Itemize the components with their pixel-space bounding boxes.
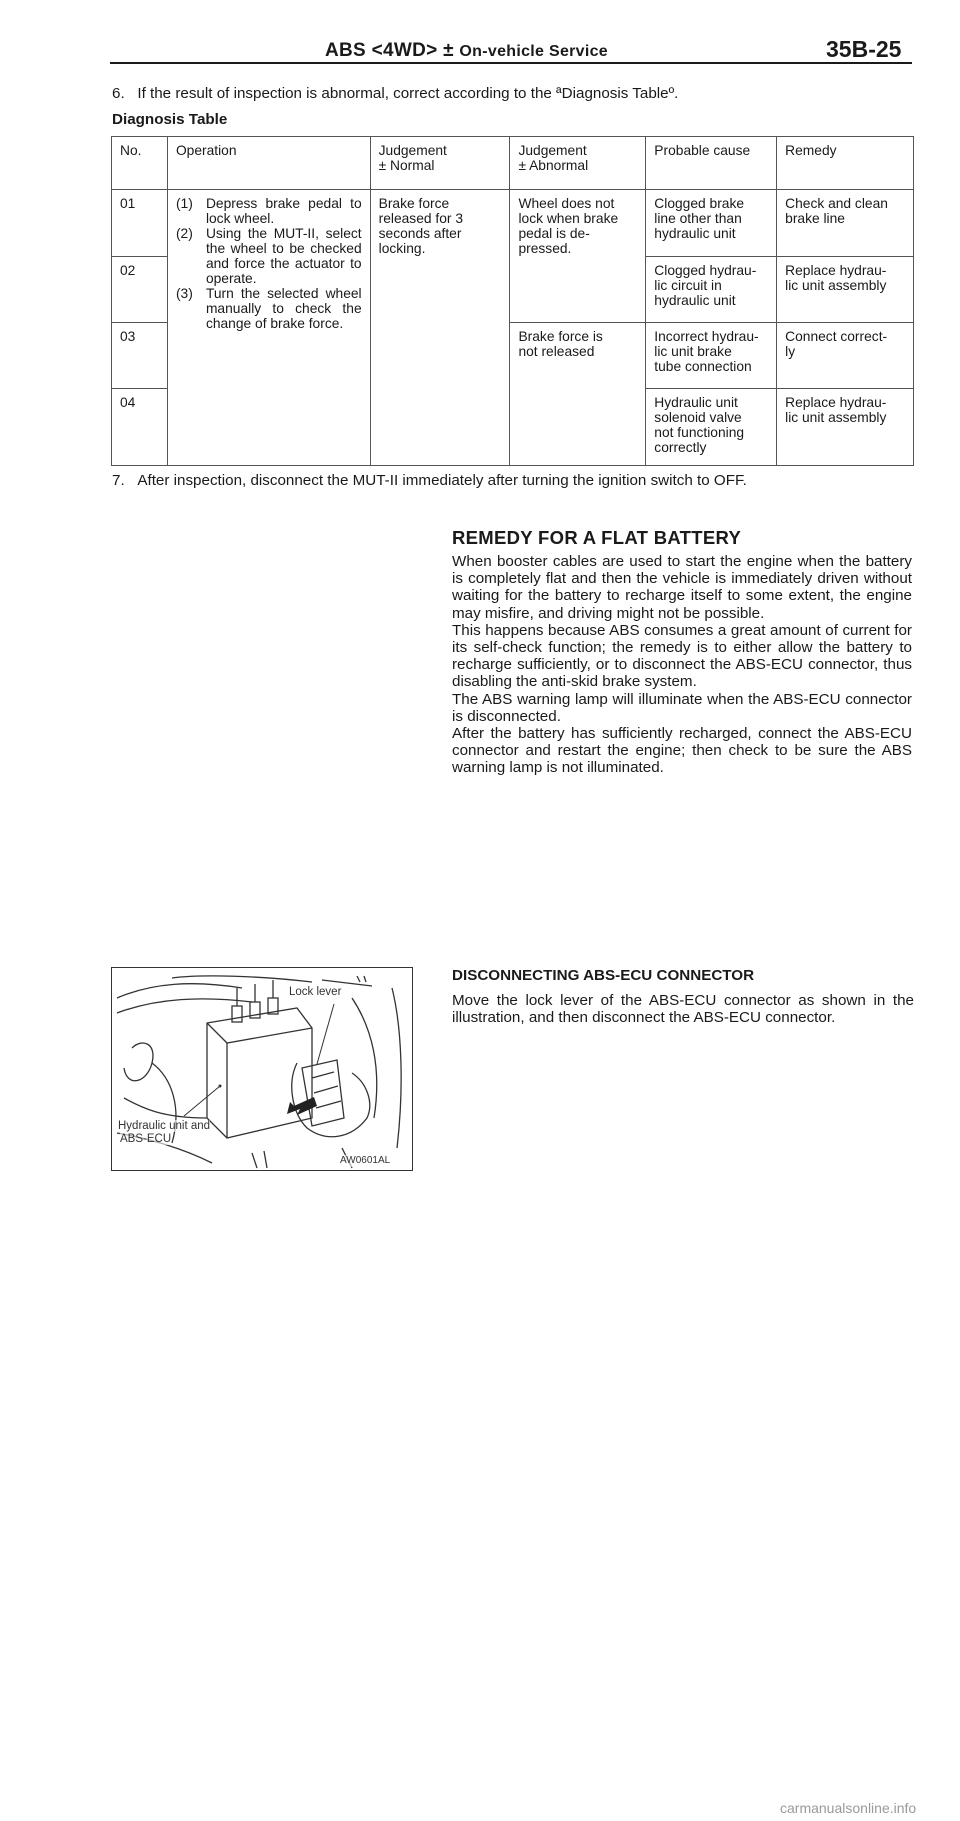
step-7 — [112, 472, 747, 489]
body-paragraph: The ABS warning lamp will illuminate when the ABS-ECU connector is disconnected. — [452, 690, 912, 725]
row-no: 03 — [112, 323, 168, 389]
abs-ecu-label: ABS-ECU — [120, 1133, 172, 1145]
table-row — [112, 190, 914, 257]
body-paragraph: After the battery has sufficiently recharged, connect the ABS-ECU connector and restart the engine; then check to be sure the ABS warning lamp is not illuminated. — [452, 725, 912, 777]
diagnosis-table-heading: Diagnosis Table — [112, 111, 228, 128]
col-header-cause: Probable cause — [646, 137, 777, 190]
probable-cause: Clogged hydrau- lic circuit in hydraulic unit — [646, 257, 777, 323]
header-rule — [110, 62, 912, 64]
page-header-title — [325, 40, 608, 62]
step-7-text: After inspection, disconnect the MUT-II immediately after turning the ignition switch to OFF. — [137, 472, 747, 489]
row-no: 04 — [112, 389, 168, 466]
judgement-abnormal-cell: Brake force is not released — [510, 323, 646, 466]
step-7-number: 7. — [112, 472, 125, 489]
row-no: 02 — [112, 257, 168, 323]
col-header-remedy: Remedy — [777, 137, 914, 190]
body-paragraph: When booster cables are used to start the engine when the battery is completely flat and then the vehicle is immediately driven without waiting for the battery to recharge itself to some extent, the engine may misfire, and driving might not be possible. — [452, 553, 912, 622]
probable-cause: Incorrect hydrau- lic unit brake tube connection — [646, 323, 777, 389]
remedy-section-title: REMEDY FOR A FLAT BATTERY — [452, 527, 742, 548]
remedy: Check and clean brake line — [777, 190, 914, 257]
table-header-row — [112, 137, 914, 190]
judgement-normal-cell: Brake force released for 3 seconds after locking. — [370, 190, 510, 466]
col-header-normal: Judgement ± Normal — [370, 137, 510, 190]
figure-code: AW0601AL — [340, 1155, 391, 1166]
remedy: Replace hydrau- lic unit assembly — [777, 389, 914, 466]
step-6 — [112, 85, 678, 102]
section-subtitle: On-vehicle Service — [459, 43, 609, 60]
body-paragraph: This happens because ABS consumes a great amount of current for its self-check function; the remedy is to either allow the battery to recharge sufficiently, or to disconnect the ABS-ECU connector, thus disabling the anti-skid brake system. — [452, 621, 912, 691]
lock-lever-label: Lock lever — [289, 986, 342, 998]
section-name: ABS <4WD> ± — [325, 40, 454, 61]
watermark: carmanualsonline.info — [780, 1800, 917, 1816]
remedy: Replace hydrau- lic unit assembly — [777, 257, 914, 323]
hydraulic-unit-label: Hydraulic unit and — [118, 1120, 211, 1132]
disconnect-section-title: DISCONNECTING ABS-ECU CONNECTOR — [452, 967, 755, 984]
probable-cause: Clogged brake line other than hydraulic unit — [646, 190, 777, 257]
disconnect-section-body: Move the lock lever of the ABS-ECU connector as shown in the illustration, and then disconnect the ABS-ECU connector. — [452, 992, 914, 1027]
remedy: Connect correct- ly — [777, 323, 914, 389]
abs-ecu-illustration — [111, 967, 413, 1171]
operation-steps — [176, 196, 362, 331]
page-number: 35B-25 — [826, 36, 902, 62]
col-header-abnormal: Judgement ± Abnormal — [510, 137, 646, 190]
probable-cause: Hydraulic unit solenoid valve not functioning correctly — [646, 389, 777, 466]
operation-cell — [167, 190, 370, 466]
row-no: 01 — [112, 190, 168, 257]
operation-step: (3) Turn the selected wheel manually to check the change of brake force. — [175, 286, 362, 331]
col-header-no: No. — [112, 137, 168, 190]
judgement-abnormal-cell: Wheel does not lock when brake pedal is de- pressed. — [510, 190, 646, 323]
col-header-operation: Operation — [167, 137, 370, 190]
step-6-text: If the result of inspection is abnormal, correct according to the ªDiagnosis Tableº. — [137, 85, 679, 102]
operation-step: (1) Depress brake pedal to lock wheel. — [175, 196, 362, 226]
remedy-section-body — [452, 553, 912, 777]
diagnosis-table — [111, 136, 914, 466]
operation-step: (2) Using the MUT-II, select the wheel to be checked and force the actuator to operate. — [175, 226, 362, 286]
step-6-number: 6. — [112, 85, 125, 102]
